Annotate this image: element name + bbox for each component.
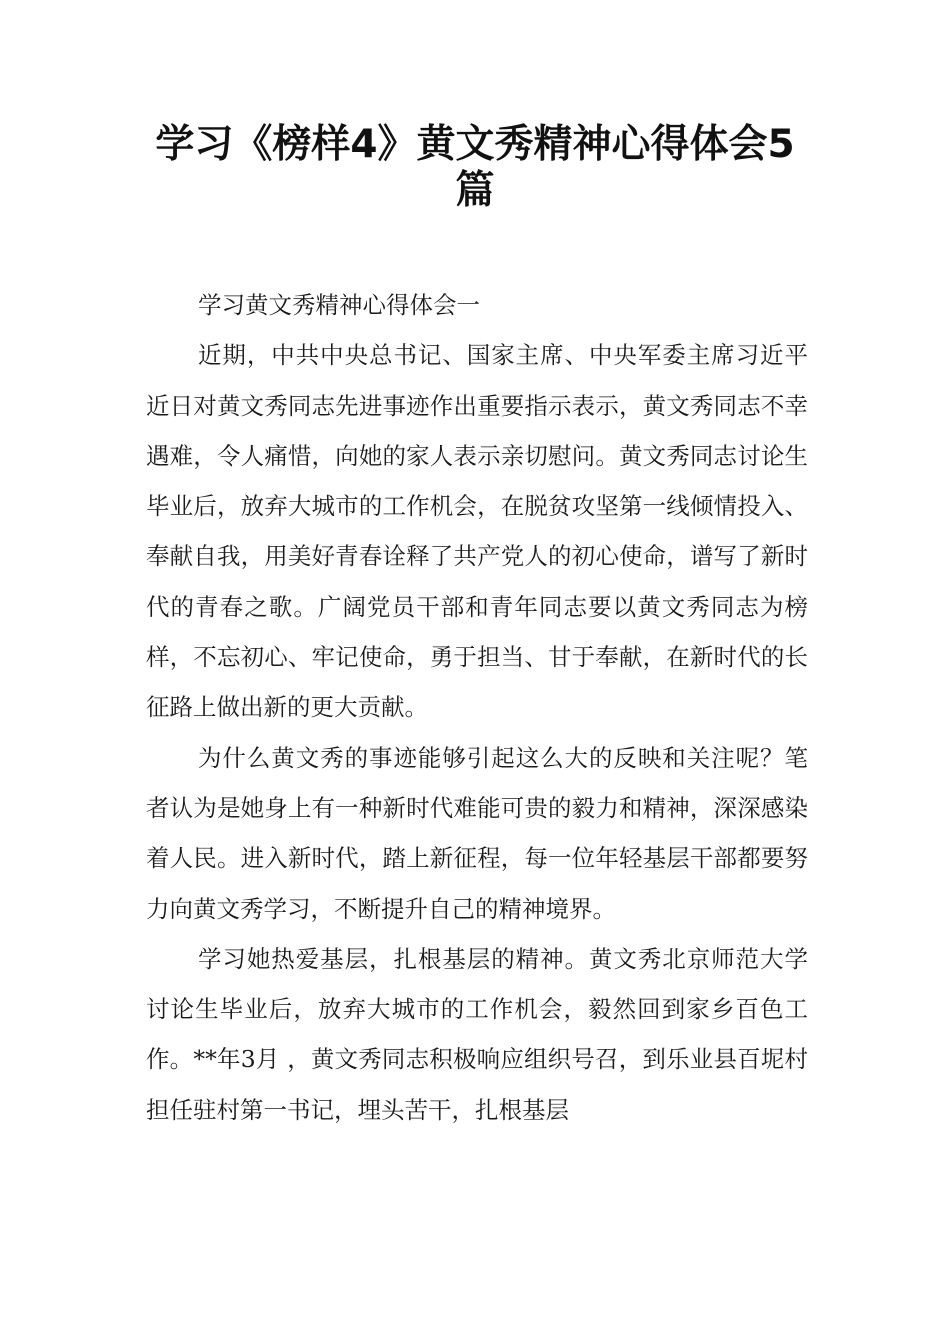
- body-paragraph: 近期，中共中央总书记、国家主席、中央军委主席习近平近日对黄文秀同志先进事迹作出重要指示表示，黄文秀同志不幸遇难，令人痛惜，向她的家人表示亲切慰问。黄文秀同志讨论生毕业后，放弃大城市的工作机会，在脱贫攻坚第一线倾情投入、奉献自我，用美好青春诠释了共产党人的初心使命，谱写了新时代的青春之歌。广阔党员干部和青年同志要以黄文秀同志为榜样，不忘初心、牢记使命，勇于担当、甘于奉献，在新时代的长征路上做出新的更大贡献。: [146, 341, 808, 722]
- section-heading: 学习黄文秀精神心得体会一: [198, 291, 480, 319]
- document-title: 学习《榜样4》黄文秀精神心得体会5篇: [155, 122, 795, 213]
- body-paragraph: 为什么黄文秀的事迹能够引起这么大的反映和关注呢？笔者认为是她身上有一种新时代难能可贵的毅力和精神，深深感染着人民。进入新时代，踏上新征程，每一位年轻基层干部都要努力向黄文秀学习，不断提升自己的精神境界。: [146, 743, 808, 923]
- body-paragraph: 学习她热爱基层，扎根基层的精神。黄文秀北京师范大学讨论生毕业后，放弃大城市的工作机会，毅然回到家乡百色工作。**年3月 ，黄文秀同志积极响应组织号召，到乐业县百坭村担任驻村第一书记，埋头苦干，扎根基层: [146, 944, 808, 1124]
- document-body: [146, 280, 808, 1135]
